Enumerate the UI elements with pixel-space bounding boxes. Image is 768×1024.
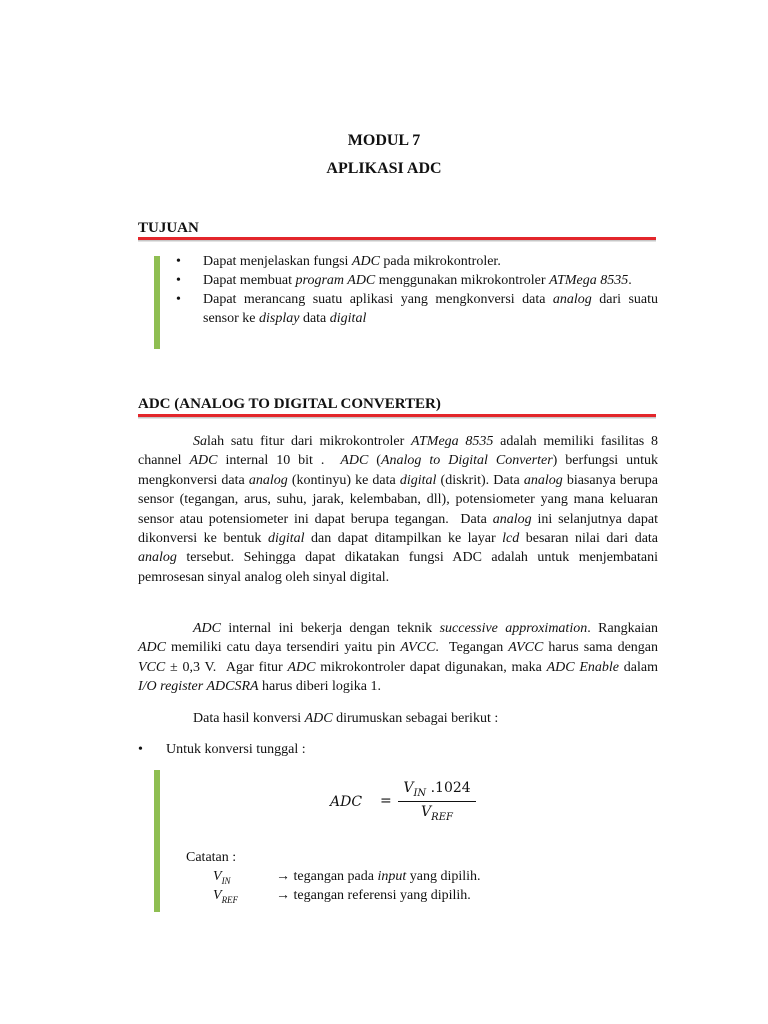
tujuan-green-bar xyxy=(154,256,160,349)
bullet-dot: • xyxy=(176,292,181,307)
bullet-dot: • xyxy=(176,273,181,288)
fraction-bar xyxy=(398,801,476,802)
tujuan-item xyxy=(172,252,658,271)
catatan-label: Catatan : xyxy=(186,850,237,865)
numerator-sub: IN xyxy=(413,787,427,799)
formula-lhs: ADC xyxy=(330,794,363,810)
formula-equals: = xyxy=(380,793,392,809)
catatan-desc-vin xyxy=(276,869,481,885)
tujuan-heading: TUJUAN xyxy=(138,220,199,236)
var-symbol: V xyxy=(213,888,222,903)
module-number: MODUL 7 xyxy=(347,132,421,149)
bullet-dot: • xyxy=(176,254,181,269)
numerator-var: V xyxy=(403,780,414,796)
tujuan-item-text: Dapat menjelaskan fungsi ADC pada mikrokontroler. xyxy=(203,254,501,269)
catatan-var-vin xyxy=(213,869,231,886)
arrow-right-icon: → xyxy=(276,869,290,884)
adc-paragraph-1: Salah satu fitur dari mikrokontroler ATMega 8535 adalah memiliki fasilitas 8 channel ADC internal 10 bit . ADC (Analog to Digital Converter) berfungsi untuk mengkonversi data analog (kontinyu) ke data digital (diskrit). Data analog biasanya berupa sensor (tegangan, arus, suhu, jarak, kelembaban, dll), potensiometer yang mana keluaran sensor atau potensiometer ini dapat berupa tegangan. Data analog ini selanjutnya dapat dikonversi ke bentuk digital dan dapat ditampilkan ke layar lcd besaran nilai dari data analog tersebut. Sehingga dapat dikatakan fungsi ADC adalah untuk menjembatani pemrosesan sinyal analog oleh sinyal digital. xyxy=(138,434,659,585)
denominator-var: V xyxy=(421,803,432,820)
adc-paragraph-3: Data hasil konversi ADC dirumuskan sebagai berikut : xyxy=(193,711,499,726)
formula-green-bar xyxy=(154,770,160,912)
adc-divider xyxy=(138,414,656,417)
var-subscript: IN xyxy=(221,875,231,886)
catatan-var-vref xyxy=(213,888,238,905)
single-conversion-text: Untuk konversi tunggal : xyxy=(166,742,306,757)
bullet-dot: • xyxy=(138,742,143,757)
var-symbol: V xyxy=(213,869,222,884)
denominator-sub: REF xyxy=(431,811,453,823)
tujuan-item-text: Dapat membuat program ADC menggunakan mikrokontroler ATMega 8535. xyxy=(203,273,632,288)
module-title: APLIKASI ADC xyxy=(326,160,442,177)
adc-paragraph-2: ADC internal ini bekerja dengan teknik successive approximation. Rangkaian ADC memiliki catu daya tersendiri yaitu pin AVCC. Tegangan AVCC harus sama dengan VCC ± 0,3 V. Agar fitur ADC mikrokontroler dapat digunakan, maka ADC Enable dalam I/O register ADCSRA harus diberi logika 1. xyxy=(138,621,658,695)
single-conversion-bullet xyxy=(138,742,306,758)
tujuan-item xyxy=(172,290,658,328)
formula-fraction xyxy=(398,780,476,823)
formula-numerator xyxy=(398,780,476,799)
catatan-desc-text: tegangan referensi yang dipilih. xyxy=(293,888,471,903)
formula-denominator xyxy=(398,804,476,823)
numerator-rest: .1024 xyxy=(426,780,471,796)
catatan-desc-text: tegangan pada input yang dipilih. xyxy=(293,869,481,884)
adc-heading: ADC (ANALOG TO DIGITAL CONVERTER) xyxy=(138,396,441,412)
tujuan-item-text: Dapat merancang suatu aplikasi yang mengkonversi data analog dari suatu sensor ke display data digital xyxy=(203,292,659,326)
tujuan-item xyxy=(172,271,658,290)
tujuan-divider xyxy=(138,237,656,240)
arrow-right-icon: → xyxy=(276,888,290,903)
catatan-desc-vref xyxy=(276,888,471,904)
tujuan-list xyxy=(172,252,658,328)
var-subscript: REF xyxy=(221,894,239,905)
